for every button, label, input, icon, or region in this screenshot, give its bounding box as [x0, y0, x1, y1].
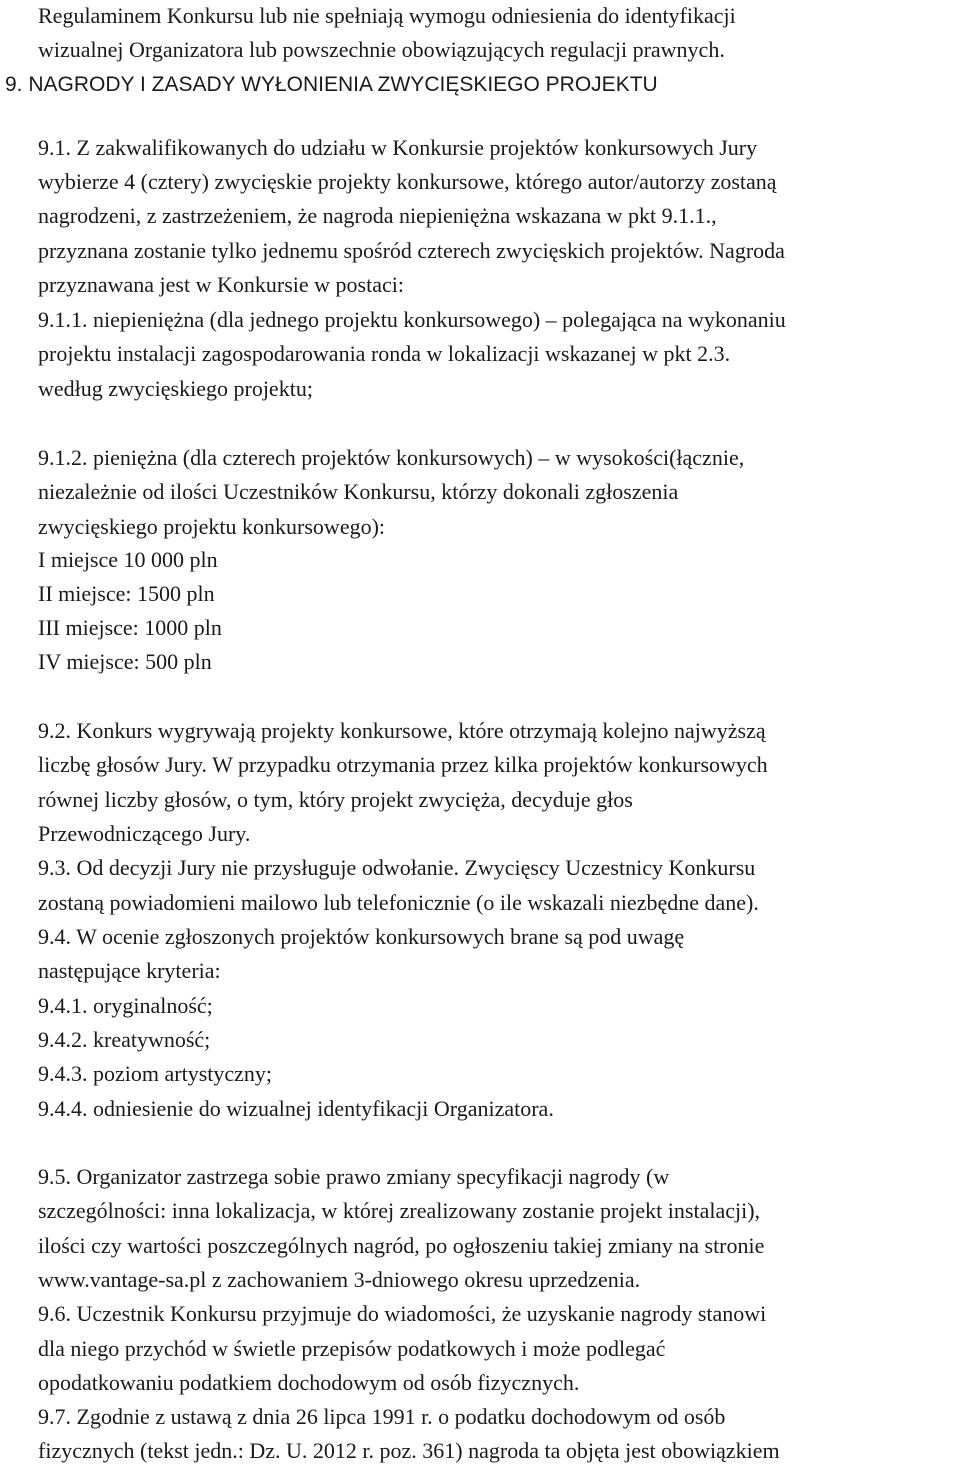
prize-line: II miejsce: 1500 pln	[38, 581, 215, 606]
text-line: Regulaminem Konkursu lub nie spełniają wymogu odniesienia do identyfikacji	[38, 3, 736, 28]
text-line: ilości czy wartości poszczególnych nagród, po ogłoszeniu takiej zmiany na stronie	[38, 1233, 765, 1258]
text-line: Przewodniczącego Jury.	[38, 821, 251, 846]
text-line: 9.1. Z zakwalifikowanych do udziału w Konkursie projektów konkursowych Jury	[38, 135, 758, 160]
text-line: 9.7. Zgodnie z ustawą z dnia 26 lipca 1991 r. o podatku dochodowym od osób	[38, 1404, 726, 1429]
text-line: 9.1.1. niepieniężna (dla jednego projektu konkursowego) – polegająca na wykonaniu	[38, 307, 786, 332]
text-line: liczbę głosów Jury. W przypadku otrzymania przez kilka projektów konkursowych	[38, 752, 768, 777]
text-line: równej liczby głosów, o tym, który projekt zwycięża, decyduje głos	[38, 787, 633, 812]
text-line: niezależnie od ilości Uczestników Konkursu, którzy dokonali zgłoszenia	[38, 479, 679, 504]
text-line: 9.5. Organizator zastrzega sobie prawo zmiany specyfikacji nagrody (w	[38, 1164, 670, 1189]
text-line: następujące kryteria:	[38, 958, 221, 983]
section-heading: 9. NAGRODY I ZASADY WYŁONIENIA ZWYCIĘSKIEGO PROJEKTU	[5, 73, 658, 96]
text-line: przyznawana jest w Konkursie w postaci:	[38, 272, 404, 297]
text-line: opodatkowaniu podatkiem dochodowym od osób fizycznych.	[38, 1370, 580, 1395]
text-line: www.vantage-sa.pl z zachowaniem 3-dniowego okresu uprzedzenia.	[38, 1267, 641, 1292]
criterion-line: 9.4.1. oryginalność;	[38, 993, 213, 1018]
text-line: nagrodzeni, z zastrzeżeniem, że nagroda niepieniężna wskazana w pkt 9.1.1.,	[38, 203, 717, 228]
text-line: 9.6. Uczestnik Konkursu przyjmuje do wiadomości, że uzyskanie nagrody stanowi	[38, 1301, 767, 1326]
criterion-line: 9.4.2. kreatywność;	[38, 1027, 211, 1052]
prize-line: IV miejsce: 500 pln	[38, 649, 212, 674]
criterion-line: 9.4.3. poziom artystyczny;	[38, 1061, 273, 1086]
text-line: 9.4. W ocenie zgłoszonych projektów konkursowych brane są pod uwagę	[38, 924, 685, 949]
text-line: wybierze 4 (cztery) zwycięskie projekty konkursowe, którego autor/autorzy zostaną	[38, 169, 777, 194]
text-line: wizualnej Organizatora lub powszechnie obowiązujących regulacji prawnych.	[38, 37, 725, 62]
text-line: fizycznych (tekst jedn.: Dz. U. 2012 r. poz. 361) nagroda ta objęta jest obowiązkiem	[38, 1438, 780, 1463]
text-line: przyznana zostanie tylko jednemu spośród czterech zwycięskich projektów. Nagroda	[38, 238, 785, 263]
text-line: zostaną powiadomieni mailowo lub telefonicznie (o ile wskazali niezbędne dane).	[38, 890, 759, 915]
text-line: 9.2. Konkurs wygrywają projekty konkursowe, które otrzymają kolejno najwyższą	[38, 718, 766, 743]
text-line: według zwycięskiego projektu;	[38, 376, 313, 401]
prize-line: I miejsce 10 000 pln	[38, 547, 218, 572]
text-line: szczególności: inna lokalizacja, w której zrealizowany zostanie projekt instalacji),	[38, 1198, 761, 1223]
text-line: 9.1.2. pieniężna (dla czterech projektów konkursowych) – w wysokości(łącznie,	[38, 445, 745, 470]
prize-line: III miejsce: 1000 pln	[38, 615, 222, 640]
text-line: dla niego przychód w świetle przepisów podatkowych i może podlegać	[38, 1336, 666, 1361]
criterion-line: 9.4.4. odniesienie do wizualnej identyfikacji Organizatora.	[38, 1096, 554, 1121]
text-line: zwycięskiego projektu konkursowego):	[38, 514, 386, 539]
text-line: projektu instalacji zagospodarowania ronda w lokalizacji wskazanej w pkt 2.3.	[38, 341, 731, 366]
text-line: 9.3. Od decyzji Jury nie przysługuje odwołanie. Zwycięscy Uczestnicy Konkursu	[38, 855, 756, 880]
